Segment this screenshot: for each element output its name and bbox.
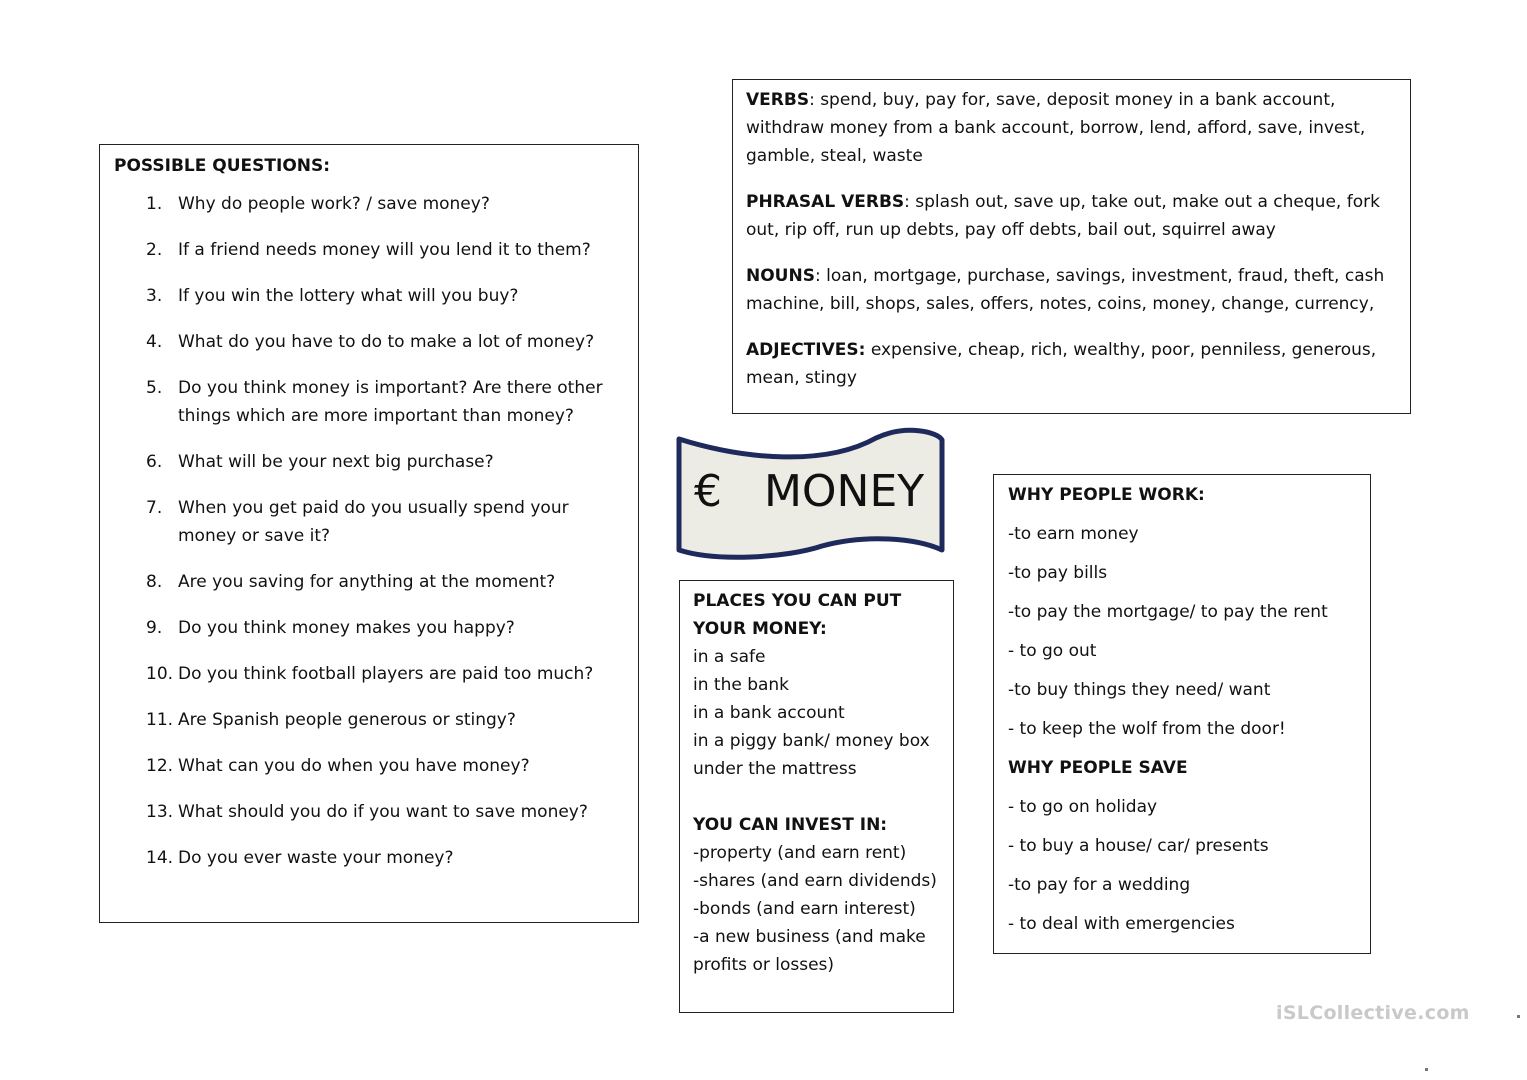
question-item	[114, 568, 624, 596]
phrasal-verbs-line	[746, 188, 1397, 244]
question-text: Do you think money is important? Are there other things which are more important than money?	[178, 378, 603, 426]
question-number: 2.	[146, 240, 163, 260]
question-number: 6.	[146, 452, 163, 472]
question-item	[114, 190, 624, 218]
question-number: 7.	[146, 498, 163, 518]
watermark-logo: iSLCollective.com	[1276, 1002, 1470, 1024]
question-number: 3.	[146, 286, 163, 306]
question-number: 8.	[146, 572, 163, 592]
invest-item: -a new business (and make profits or losses)	[693, 927, 926, 975]
question-number: 13.	[146, 802, 174, 822]
verbs-line	[746, 86, 1397, 170]
question-text: Do you ever waste your money?	[178, 848, 454, 868]
invest-item: -shares (and earn dividends)	[693, 871, 937, 891]
question-text: What do you have to do to make a lot of money?	[178, 332, 595, 352]
question-item	[114, 844, 624, 872]
question-text: If you win the lottery what will you buy?	[178, 286, 519, 306]
question-text: When you get paid do you usually spend your money or save it?	[178, 498, 569, 546]
question-item	[114, 706, 624, 734]
question-item	[114, 236, 624, 264]
banner-title: € MONEY	[694, 466, 925, 517]
questions-list	[114, 190, 624, 872]
question-text: Why do people work? / save money?	[178, 194, 490, 214]
why-save-item: -to pay for a wedding	[1008, 875, 1191, 895]
why-save-item: - to deal with emergencies	[1008, 914, 1235, 934]
question-item	[114, 752, 624, 780]
dot-mark	[1425, 1068, 1428, 1071]
invest-list	[693, 839, 940, 979]
why-box	[993, 474, 1371, 954]
questions-box	[99, 144, 639, 923]
vocabulary-box	[732, 79, 1411, 414]
question-number: 4.	[146, 332, 163, 352]
question-item	[114, 614, 624, 642]
why-work-item: -to earn money	[1008, 524, 1139, 544]
question-item	[114, 328, 624, 356]
why-work-item: - to go out	[1008, 641, 1097, 661]
question-number: 11.	[146, 710, 174, 730]
question-item	[114, 494, 624, 550]
place-item: in the bank	[693, 675, 790, 695]
phrasal-verbs-text: : splash out, save up, take out, make out a cheque, fork out, rip off, run up debts, pay off debts, bail out, squirrel away	[746, 192, 1380, 240]
phrasal-verbs-label: PHRASAL VERBS	[746, 192, 905, 212]
question-number: 12.	[146, 756, 174, 776]
question-item	[114, 660, 624, 688]
verbs-text: : spend, buy, pay for, save, deposit money in a bank account, withdraw money from a bank account, borrow, lend, afford, save, invest, gamble, steal, waste	[746, 90, 1366, 166]
question-text: Do you think money makes you happy?	[178, 618, 515, 638]
question-text: Are Spanish people generous or stingy?	[178, 710, 516, 730]
why-work-item: -to pay the mortgage/ to pay the rent	[1008, 602, 1328, 622]
invest-item: -property (and earn rent)	[693, 843, 907, 863]
question-number: 1.	[146, 194, 163, 214]
questions-heading: POSSIBLE QUESTIONS:	[114, 156, 331, 176]
question-number: 10.	[146, 664, 174, 684]
invest-item: -bonds (and earn interest)	[693, 899, 916, 919]
question-item	[114, 374, 624, 430]
adjectives-text: expensive, cheap, rich, wealthy, poor, penniless, generous, mean, stingy	[746, 340, 1377, 388]
places-heading: PLACES YOU CAN PUT YOUR MONEY:	[693, 591, 902, 639]
dot-mark	[1517, 1015, 1520, 1018]
places-box	[679, 580, 954, 1013]
question-item	[114, 282, 624, 310]
why-work-heading: WHY PEOPLE WORK:	[1008, 485, 1205, 505]
nouns-line	[746, 262, 1397, 318]
money-banner	[676, 426, 946, 568]
question-text: If a friend needs money will you lend it to them?	[178, 240, 591, 260]
question-number: 5.	[146, 378, 163, 398]
question-text: Are you saving for anything at the moment?	[178, 572, 556, 592]
question-text: What should you do if you want to save money?	[178, 802, 588, 822]
question-text: What will be your next big purchase?	[178, 452, 494, 472]
adjectives-label: ADJECTIVES:	[746, 340, 866, 360]
verbs-label: VERBS	[746, 90, 810, 110]
place-item: in a piggy bank/ money box	[693, 731, 930, 751]
question-text: What can you do when you have money?	[178, 756, 530, 776]
invest-heading: YOU CAN INVEST IN:	[693, 815, 888, 835]
why-save-item: - to go on holiday	[1008, 797, 1158, 817]
why-save-heading: WHY PEOPLE SAVE	[1008, 758, 1188, 778]
places-list	[693, 643, 940, 783]
question-item	[114, 798, 624, 826]
nouns-text: : loan, mortgage, purchase, savings, investment, fraud, theft, cash machine, bill, shops, sales, offers, notes, coins, money, change, currency,	[746, 266, 1385, 314]
why-work-list	[1008, 520, 1356, 743]
why-work-item: - to keep the wolf from the door!	[1008, 719, 1286, 739]
why-work-item: -to pay bills	[1008, 563, 1108, 583]
why-save-item: - to buy a house/ car/ presents	[1008, 836, 1269, 856]
adjectives-line	[746, 336, 1397, 392]
place-item: in a bank account	[693, 703, 845, 723]
place-item: under the mattress	[693, 759, 857, 779]
question-number: 14.	[146, 848, 174, 868]
question-number: 9.	[146, 618, 163, 638]
place-item: in a safe	[693, 647, 766, 667]
question-item	[114, 448, 624, 476]
why-work-item: -to buy things they need/ want	[1008, 680, 1271, 700]
why-save-list	[1008, 793, 1356, 938]
nouns-label: NOUNS	[746, 266, 815, 286]
question-text: Do you think football players are paid too much?	[178, 664, 594, 684]
